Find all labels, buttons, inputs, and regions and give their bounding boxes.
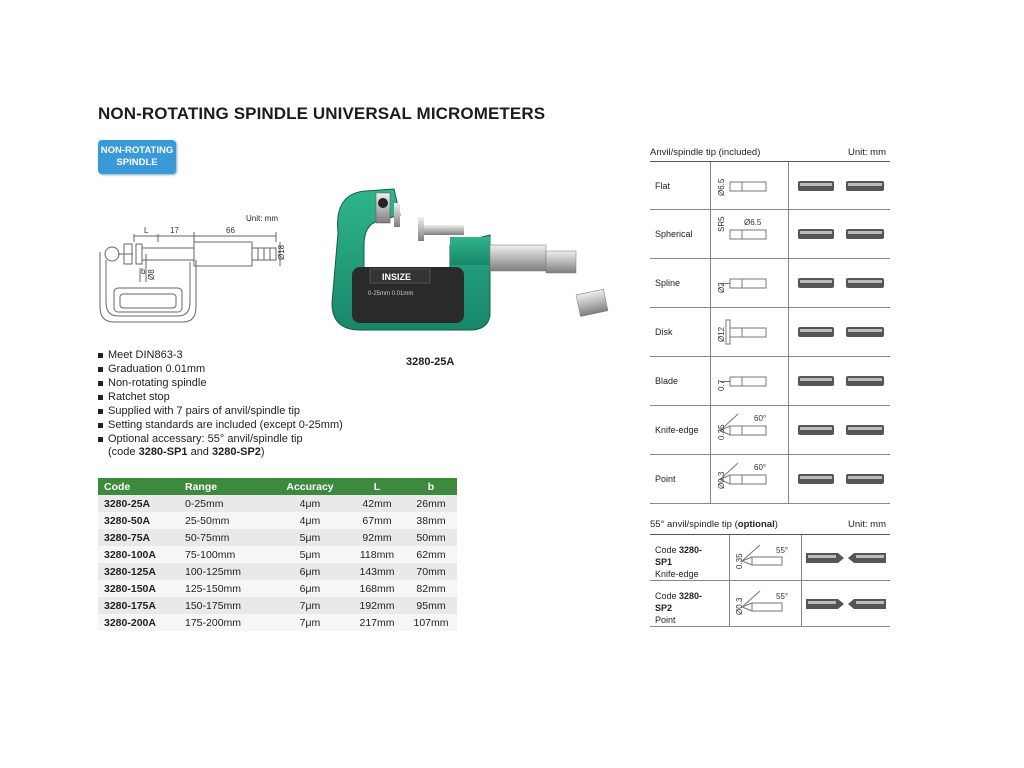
tip-row-disk [650,308,890,357]
feature-item: Optional accessary: 55° anvil/spindle tip [98,432,343,446]
optional-tip-angle: 55° [776,592,789,601]
optional-tip-angle: 55° [776,546,789,555]
tip-dim-2: 60° [754,463,767,472]
tip-row-spline [650,259,890,308]
frame-range-label: 0-25mm 0.01mm [368,291,414,297]
header-accuracy: Accuracy [271,478,349,495]
dim-d8: Ø8 [147,269,156,280]
header-range: Range [179,478,271,495]
tip-label: Spherical [655,229,693,239]
drawing-unit-note: Unit: mm [246,214,278,223]
tips-included-table [650,161,890,504]
tip-dim-2: Ø6.5 [744,218,762,227]
tips-included-unit: Unit: mm [848,147,886,158]
optional-tip-photo [804,543,888,573]
tip-label: Knife-edge [655,425,699,435]
feature-item: Ratchet stop [98,390,343,404]
table-row: 3280-175A 150-175mm 7μm 192mm 95mm [98,597,457,614]
tip-dim: 0.7 [717,379,726,391]
tip-drawing [714,214,786,254]
tip-photo [796,463,888,495]
badge-line-1: NON-ROTATING [100,145,174,156]
tip-dim: 0.35 [717,424,726,440]
tip-photo [796,267,888,299]
table-row: 3280-150A 125-150mm 6μm 168mm 82mm [98,580,457,597]
tip-row-blade [650,357,890,406]
tips-optional-table [650,534,890,627]
optional-tip-row [650,581,890,627]
tips-included-title: Anvil/spindle tip (included) [650,147,761,158]
micrometer-drawing [98,222,298,327]
tip-photo [796,414,888,446]
table-header-row [98,478,457,495]
page-title: NON-ROTATING SPINDLE UNIVERSAL MICROMETERS [98,104,546,123]
tip-drawing [714,263,786,303]
tip-row-flat [650,162,890,210]
optional-tip-drawing [732,539,800,577]
tip-label: Blade [655,376,679,386]
feature-item: Meet DIN863-3 [98,348,343,362]
tip-dim: Ø2 [717,282,726,293]
dim-l: L [144,226,149,235]
tip-label: Disk [655,327,673,337]
brand-logo: INSIZE [382,272,412,282]
tip-label: Point [655,474,676,484]
dim-b: b [141,267,146,276]
optional-tip-label: Code 3280-SP2 Point [655,591,703,625]
feature-item: Setting standards are included (except 0-25mm) [98,418,343,432]
badge-line-2: SPINDLE [116,157,158,168]
tip-row-point [650,455,890,504]
feature-badge [98,140,176,174]
table-row: 3280-125A 100-125mm 6μm 143mm 70mm [98,563,457,580]
optional-tip-dim: Ø0.3 [735,597,744,615]
tip-drawing [714,410,786,450]
tip-photo [796,365,888,397]
tip-dim: SR5 [717,216,726,232]
tip-drawing [714,166,786,206]
tip-photo [796,170,888,202]
table-row: 3280-75A 50-75mm 5μm 92mm 50mm [98,529,457,546]
tip-row-knife-edge [650,406,890,455]
dim-66: 66 [226,226,235,235]
accessory-code-1: 3280-SP1 [138,446,188,458]
micrometer-product-image [330,185,610,335]
feature-list [98,348,343,446]
tip-photo [796,316,888,348]
tip-label: Spline [655,278,681,288]
optional-tip-row [650,535,890,581]
tip-drawing [714,459,786,499]
table-row: 3280-200A 175-200mm 7μm 217mm 107mm [98,614,457,631]
optional-tip-dim: 0.35 [735,553,744,569]
header-code: Code [98,478,179,495]
specs-table [98,478,457,631]
feature-item: Supplied with 7 pairs of anvil/spindle tip [98,404,343,418]
tip-photo [796,218,888,250]
table-row: 3280-25A 0-25mm 4μm 42mm 26mm [98,495,457,512]
feature-item: Non-rotating spindle [98,376,343,390]
header-l: L [349,478,405,495]
dim-d18: Ø18 [277,244,286,260]
accessory-code-2: 3280-SP2 [211,446,261,458]
tips-optional-unit: Unit: mm [848,519,886,530]
tip-dim: Ø6.5 [717,178,726,196]
optional-tip-photo [804,589,888,619]
header-b: b [405,478,457,495]
table-row: 3280-100A 75-100mm 5μm 118mm 62mm [98,546,457,563]
model-label: 3280-25A [406,356,455,368]
accessory-code-note: (code 3280-SP1 and 3280-SP2) [108,446,265,458]
tip-dim: Ø0.3 [717,471,726,489]
feature-item: Graduation 0.01mm [98,362,343,376]
optional-tip-drawing [732,585,800,623]
tip-dim-2: 60° [754,414,767,423]
dim-17: 17 [170,226,179,235]
optional-tip-label: Code 3280-SP1 Knife-edge [655,545,703,579]
tip-drawing [714,312,786,352]
tip-label: Flat [655,180,671,191]
tips-optional-title: 55° anvil/spindle tip (optional) [650,519,778,530]
table-row: 3280-50A 25-50mm 4μm 67mm 38mm [98,512,457,529]
tip-dim: Ø12 [717,326,726,342]
tip-row-spherical [650,210,890,259]
tip-drawing [714,361,786,401]
